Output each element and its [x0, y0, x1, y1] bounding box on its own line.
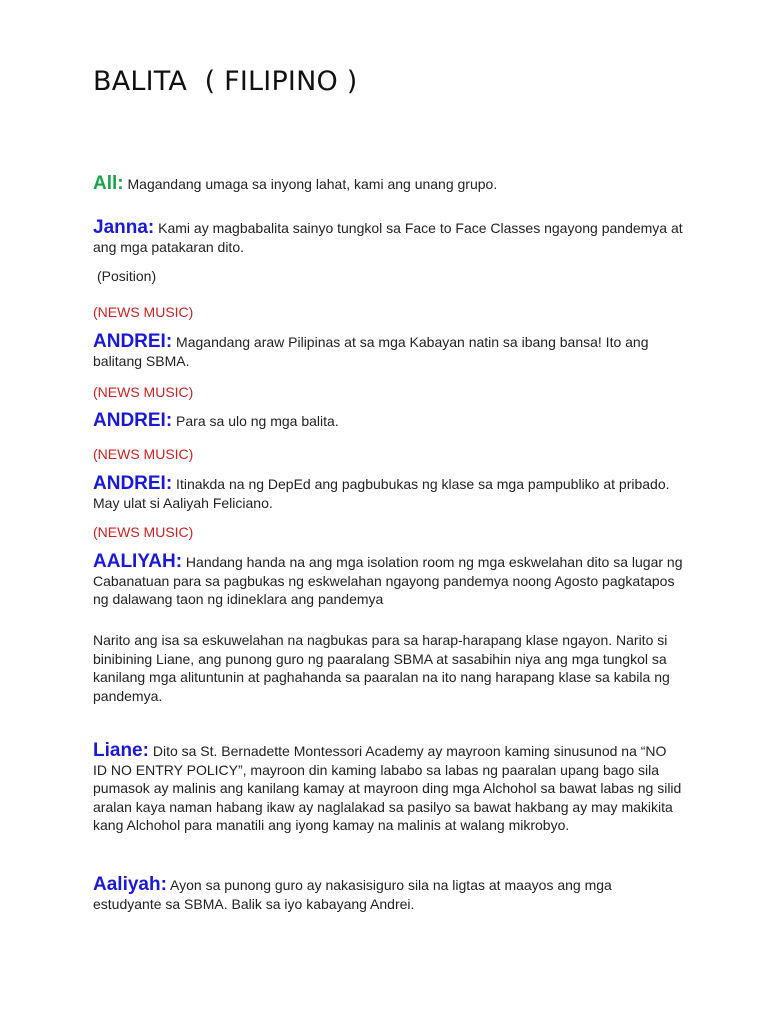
line-text: Ayon sa punong guro ay nakasisiguro sila na ligtas at maayos ang mga estudyante sa SBMA. Balik sa iyo kabayang Andrei.	[93, 877, 612, 912]
position-note: (Position)	[97, 268, 157, 284]
speaker-aaliyah: AALIYAH:	[93, 551, 183, 572]
line-andrei-3	[93, 475, 683, 512]
line-aaliyah-1	[93, 553, 683, 609]
speaker-andrei: ANDREI:	[93, 410, 173, 431]
line-aaliyah-2	[93, 876, 683, 913]
line-andrei-1	[93, 333, 683, 370]
speaker-all: All:	[93, 173, 124, 194]
line-text: Handang handa na ang mga isolation room ng mga eskwelahan dito sa lugar ng Cabanatuan para sa pagbukas ng eskwelahan ngayong pandemya noong Agosto pagkatapos ng dalawang taon ng idineklara ang pandemya	[93, 554, 683, 607]
line-text: Magandang araw Pilipinas at sa mga Kabayan natin sa ibang bansa! Ito ang balitang SBMA.	[93, 334, 649, 369]
narration-paragraph: Narito ang isa sa eskuwelahan na nagbukas para sa harap-harapang klase ngayon. Narito si binibining Liane, ang punong guro ng paaralang SBMA at sasabihin niya ang mga tungkol sa kanilang mga alituntunin at paghahanda sa paaralan na ito nang harapang klase sa kabila ng pandemya.	[93, 632, 670, 704]
speaker-aaliyah: Aaliyah:	[93, 874, 167, 895]
line-text: Para sa ulo ng mga balita.	[172, 413, 339, 429]
speaker-liane: Liane:	[93, 740, 149, 761]
news-music-cue: (NEWS MUSIC)	[93, 384, 194, 400]
news-music-cue: (NEWS MUSIC)	[93, 304, 194, 320]
line-text: Itinakda na ng DepEd ang pagbubukas ng klase sa mga pampubliko at pribado. May ulat si Aaliyah Feliciano.	[93, 476, 670, 511]
document-title: BALITA ( FILIPINO )	[93, 66, 358, 97]
line-janna	[93, 219, 683, 256]
line-andrei-2	[93, 412, 683, 431]
speaker-janna: Janna:	[93, 217, 155, 238]
speaker-andrei: ANDREI:	[93, 473, 173, 494]
line-liane	[93, 742, 683, 835]
news-music-cue: (NEWS MUSIC)	[93, 524, 194, 540]
speaker-andrei: ANDREI:	[93, 331, 173, 352]
line-text: Dito sa St. Bernadette Montessori Academy ay mayroon kaming sinusunod na “NO ID NO ENTRY POLICY”, mayroon din kaming lababo sa labas ng paaralan upang bago sila pumasok ay malinis ang kanilang kamay at mayroon ding mga Alchohol sa bawat labas ng silid aralan kaya naman habang ikaw ay naglalakad sa pasilyo sa bawat hakbang ay may makikita kang Alchohol para manatili ang iyong kamay na malinis at walang mikrobyo.	[93, 743, 682, 833]
line-text: Magandang umaga sa inyong lahat, kami ang unang grupo.	[123, 176, 498, 192]
line-all	[93, 175, 683, 194]
news-music-cue: (NEWS MUSIC)	[93, 446, 194, 462]
line-text: Kami ay magbabalita sainyo tungkol sa Face to Face Classes ngayong pandemya at ang mga patakaran dito.	[93, 220, 683, 255]
